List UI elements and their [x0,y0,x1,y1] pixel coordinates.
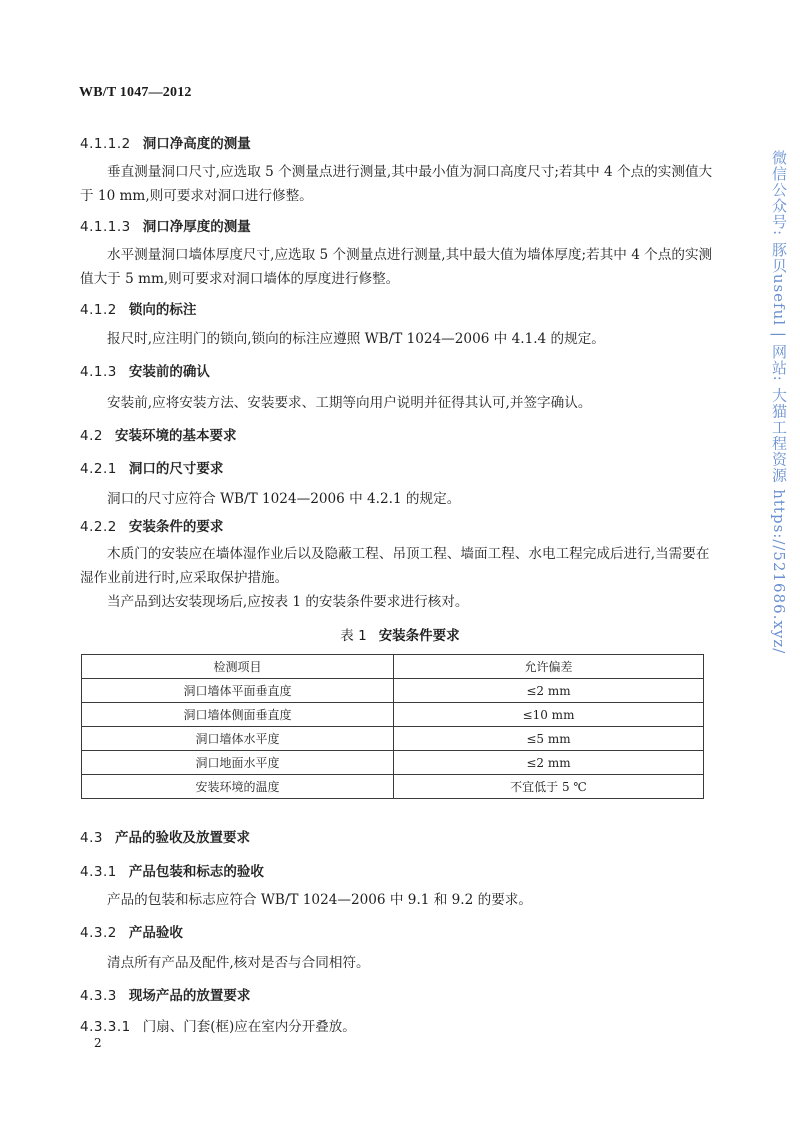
table-title: 安装条件要求 [378,628,460,644]
table-cell: 洞口墙体水平度 [82,727,394,751]
section-title: 门扇、门套(框)应在室内分开叠放。 [142,1019,356,1035]
watermark: 微信公众号: 豚贝useful | 网站: 大猫工程资源 https://521686.xyz/ [770,150,788,655]
table-cell: ≤2 mm [394,751,704,775]
section-heading [80,132,251,152]
table-number: 表 1 [340,628,367,644]
table-cell: 洞口地面水平度 [82,751,394,775]
section-heading [80,860,264,880]
section-number: 4.3.3.1 [80,1019,131,1035]
section-title: 安装条件的要求 [128,519,224,535]
section-number: 4.1.1.3 [80,219,131,235]
section-title: 现场产品的放置要求 [128,988,251,1004]
paragraph: 水平测量洞口墙体厚度尺寸,应选取 5 个测量点进行测量,其中最大值为墙体厚度;若其中 4 个点的实测值大于 5 mm,则可要求对洞口墙体的厚度进行修整。 [80,247,713,287]
section-heading [80,360,210,380]
table-row [82,751,704,775]
paragraph: 洞口的尺寸应符合 WB/T 1024—2006 中 4.2.1 的规定。 [107,491,461,507]
section-title: 洞口的尺寸要求 [128,461,224,477]
table-cell: ≤5 mm [394,727,704,751]
section-title: 产品包装和标志的验收 [128,864,264,880]
table-cell: 安装环境的温度 [82,775,394,799]
section-heading [80,424,236,444]
column-header: 允许偏差 [394,655,704,679]
paragraph: 垂直测量洞口尺寸,应选取 5 个测量点进行测量,其中最小值为洞口高度尺寸;若其中 4 个点的实测值大于 10 mm,则可要求对洞口进行修整。 [80,164,713,204]
table-row [82,679,704,703]
section-title: 产品的验收及放置要求 [114,830,250,846]
table-cell: 不宜低于 5 ℃ [394,775,704,799]
section-number: 4.1.2 [80,302,117,318]
table-row [82,703,704,727]
table-cell: 洞口墙体侧面垂直度 [82,703,394,727]
section-title: 洞口净高度的测量 [142,136,251,152]
section-number: 4.3.2 [80,925,117,941]
section-heading [80,457,223,477]
section-title: 安装前的确认 [128,364,210,380]
section-number: 4.3.3 [80,988,117,1004]
section-heading [80,515,223,535]
table-cell: ≤2 mm [394,679,704,703]
section-title: 产品验收 [128,925,183,941]
section-title: 锁向的标注 [128,302,197,318]
table-row [82,775,704,799]
document-code: WB/T 1047—2012 [79,85,192,100]
paragraph: 报尺时,应注明门的锁向,锁向的标注应遵照 WB/T 1024—2006 中 4.1.4 的规定。 [107,331,605,347]
page-number: 2 [94,1036,102,1050]
section-heading [80,1015,356,1035]
section-number: 4.3 [80,830,103,846]
paragraph: 安装前,应将安装方法、安装要求、工期等向用户说明并征得其认可,并签字确认。 [107,395,592,411]
table-caption [0,624,800,644]
table-cell: 洞口墙体平面垂直度 [82,679,394,703]
section-heading [80,921,183,941]
section-heading [80,984,250,1004]
section-number: 4.2.1 [80,461,117,477]
section-number: 4.2.2 [80,519,117,535]
section-title: 洞口净厚度的测量 [142,219,251,235]
section-heading [80,826,250,846]
paragraph: 产品的包装和标志应符合 WB/T 1024—2006 中 9.1 和 9.2 的要求。 [107,892,532,908]
column-header: 检测项目 [82,655,394,679]
section-number: 4.1.1.2 [80,136,131,152]
table-cell: ≤10 mm [394,703,704,727]
installation-conditions-table [81,654,704,799]
paragraph: 木质门的安装应在墙体湿作业后以及隐蔽工程、吊顶工程、墙面工程、水电工程完成后进行,当需要在湿作业前进行时,应采取保护措施。 [80,546,710,586]
paragraph: 当产品到达安装现场后,应按表 1 的安装条件要求进行核对。 [107,594,469,610]
section-number: 4.1.3 [80,364,117,380]
section-title: 安装环境的基本要求 [114,428,237,444]
paragraph: 清点所有产品及配件,核对是否与合同相符。 [107,955,370,971]
table-row [82,727,704,751]
section-number: 4.2 [80,428,103,444]
section-heading [80,298,196,318]
section-number: 4.3.1 [80,864,117,880]
table-header-row [82,655,704,679]
section-heading [80,215,251,235]
